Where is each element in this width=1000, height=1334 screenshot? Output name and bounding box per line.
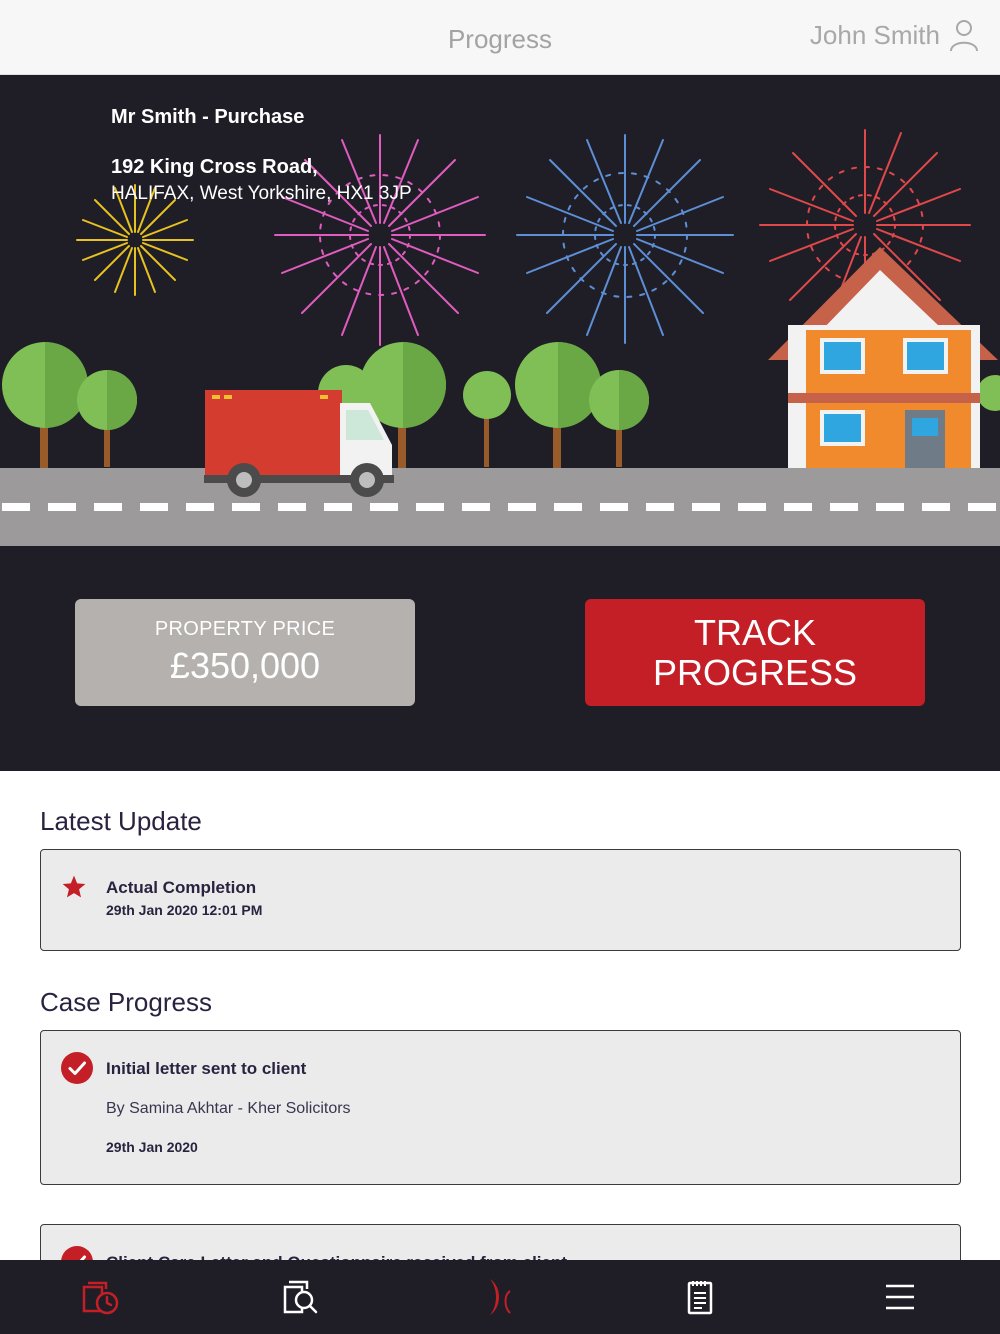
tab-documents[interactable] <box>200 1260 400 1334</box>
hero-banner <box>0 75 1000 771</box>
latest-update-heading: Latest Update <box>40 806 202 836</box>
star-icon <box>61 874 87 900</box>
case-progress-heading: Case Progress <box>40 987 212 1017</box>
progress-item-date: 29th Jan 2020 <box>106 1139 198 1155</box>
latest-update-title: Actual Completion <box>106 878 257 897</box>
case-title: Mr Smith - Purchase <box>111 106 305 128</box>
top-bar <box>0 0 1000 75</box>
track-progress-button[interactable] <box>585 599 925 706</box>
page-title: Progress <box>447 24 553 54</box>
property-price-label: PROPERTY PRICE <box>154 618 336 640</box>
tab-case-history[interactable] <box>0 1260 200 1334</box>
removal-truck <box>204 390 394 497</box>
check-circle-icon <box>61 1052 93 1084</box>
latest-update-timestamp: 29th Jan 2020 12:01 PM <box>106 902 263 918</box>
address-line-2: HALIFAX, West Yorkshire, HX1 3JP <box>111 183 412 204</box>
track-progress-label-line1: TRACK <box>693 611 816 653</box>
firework-blue <box>517 135 733 343</box>
brand-logo-icon <box>480 1277 520 1317</box>
track-progress-label-line2: PROGRESS <box>652 651 858 693</box>
address-line-1: 192 King Cross Road, <box>111 156 318 178</box>
property-price-card <box>75 599 415 706</box>
user-account[interactable] <box>810 18 980 52</box>
case-history-icon <box>80 1277 120 1317</box>
document-search-icon <box>280 1277 320 1317</box>
property-price-value: £350,000 <box>169 645 321 686</box>
tab-clipboard[interactable] <box>600 1260 800 1334</box>
tab-menu[interactable] <box>800 1260 1000 1334</box>
progress-item-author: By Samina Akhtar - Kher Solicitors <box>106 1100 351 1117</box>
menu-icon <box>880 1277 920 1317</box>
progress-item[interactable] <box>40 1030 961 1185</box>
user-icon <box>948 18 980 52</box>
bottom-tab-bar <box>0 1260 1000 1334</box>
user-name: John Smith <box>809 19 940 50</box>
latest-update-card[interactable] <box>40 849 961 951</box>
tab-home[interactable] <box>400 1260 600 1334</box>
house <box>768 247 998 470</box>
progress-item-title: Initial letter sent to client <box>106 1059 307 1078</box>
clipboard-icon <box>680 1277 720 1317</box>
